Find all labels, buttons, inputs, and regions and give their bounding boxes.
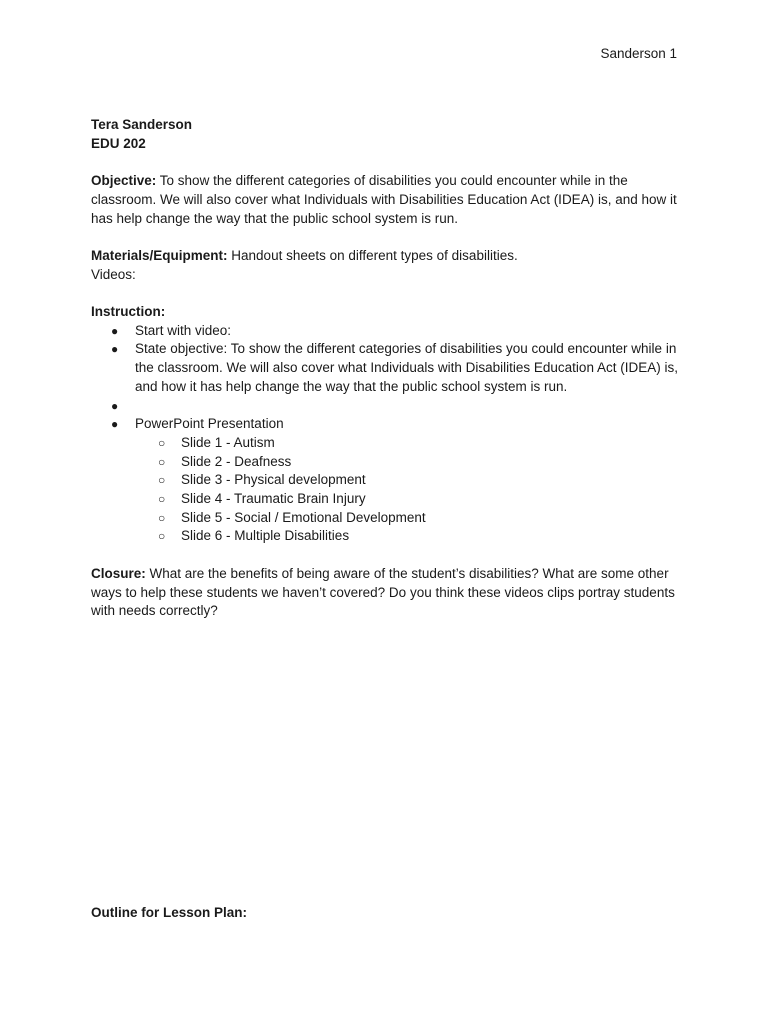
- slide-item-text: Slide 5 - Social / Emotional Development: [181, 509, 426, 525]
- videos-line: Videos:: [91, 266, 136, 282]
- course-code: EDU 202: [91, 135, 146, 151]
- author-name: Tera Sanderson: [91, 117, 193, 132]
- bullet-icon: ●: [111, 398, 119, 413]
- instruction-list: [91, 322, 681, 546]
- slide-item-text: Slide 6 - Multiple Disabilities: [181, 528, 350, 544]
- sub-bullet-icon: ○: [158, 435, 166, 450]
- slide-item-text: Slide 4 - Traumatic Brain Injury: [181, 491, 366, 506]
- sub-bullet-icon: ○: [158, 529, 166, 544]
- slide-item-text: Slide 1 - Autism: [181, 434, 275, 450]
- document-body: [91, 116, 681, 621]
- sub-bullet-icon: ○: [158, 473, 166, 488]
- slide-item-text: Slide 3 - Physical development: [181, 472, 366, 488]
- instruction-item-text: PowerPoint Presentation: [135, 416, 284, 432]
- slide-item: [135, 509, 681, 528]
- instruction-item-text: State objective: To show the different categories of disabilities you could encounter while in the classroom. We will also cover what Individuals with Disabilities Education Act (IDEA) is, and how it has help change the way that the public school system is run.: [135, 341, 678, 394]
- materials-label: Materials/Equipment:: [91, 247, 228, 263]
- instruction-item: [91, 322, 681, 341]
- instruction-item-empty: [91, 397, 681, 416]
- closure-text: What are the benefits of being aware of the student’s disabilities? What are some other ways to help these students we haven’t covered? Do you think these videos clips portray students with needs correctly?: [91, 565, 675, 619]
- bullet-icon: ●: [111, 342, 119, 357]
- instruction-item-text: Start with video:: [135, 322, 232, 338]
- sub-bullet-icon: ○: [158, 510, 166, 525]
- objective-label: Objective:: [91, 173, 157, 189]
- slide-item: [135, 453, 681, 472]
- outline-heading: Outline for Lesson Plan:: [91, 905, 248, 920]
- bullet-icon: ●: [111, 417, 119, 432]
- bullet-icon: ●: [111, 323, 119, 338]
- slide-item-text: Slide 2 - Deafness: [181, 453, 292, 469]
- slide-item: [135, 490, 681, 509]
- instruction-label: Instruction:: [91, 303, 166, 319]
- materials-text: Handout sheets on different types of disabilities.: [227, 247, 518, 263]
- sub-bullet-icon: ○: [158, 492, 166, 506]
- instruction-item: [91, 340, 681, 396]
- running-header: Sanderson 1: [600, 46, 677, 61]
- closure-section: [91, 565, 681, 621]
- objective-section: [91, 172, 681, 228]
- sub-bullet-icon: ○: [158, 454, 166, 469]
- slide-item: [135, 471, 681, 490]
- slide-list: [135, 434, 681, 546]
- slide-item: [135, 434, 681, 453]
- instruction-item: [91, 415, 681, 546]
- slide-item: [135, 527, 681, 546]
- materials-section: [91, 247, 681, 266]
- closure-label: Closure:: [91, 565, 146, 581]
- objective-text: To show the different categories of disabilities you could encounter while in the classroom. We will also cover what Individuals with Disabilities Education Act (IDEA) is, and how it has help change the way that the public school system is run.: [91, 173, 677, 226]
